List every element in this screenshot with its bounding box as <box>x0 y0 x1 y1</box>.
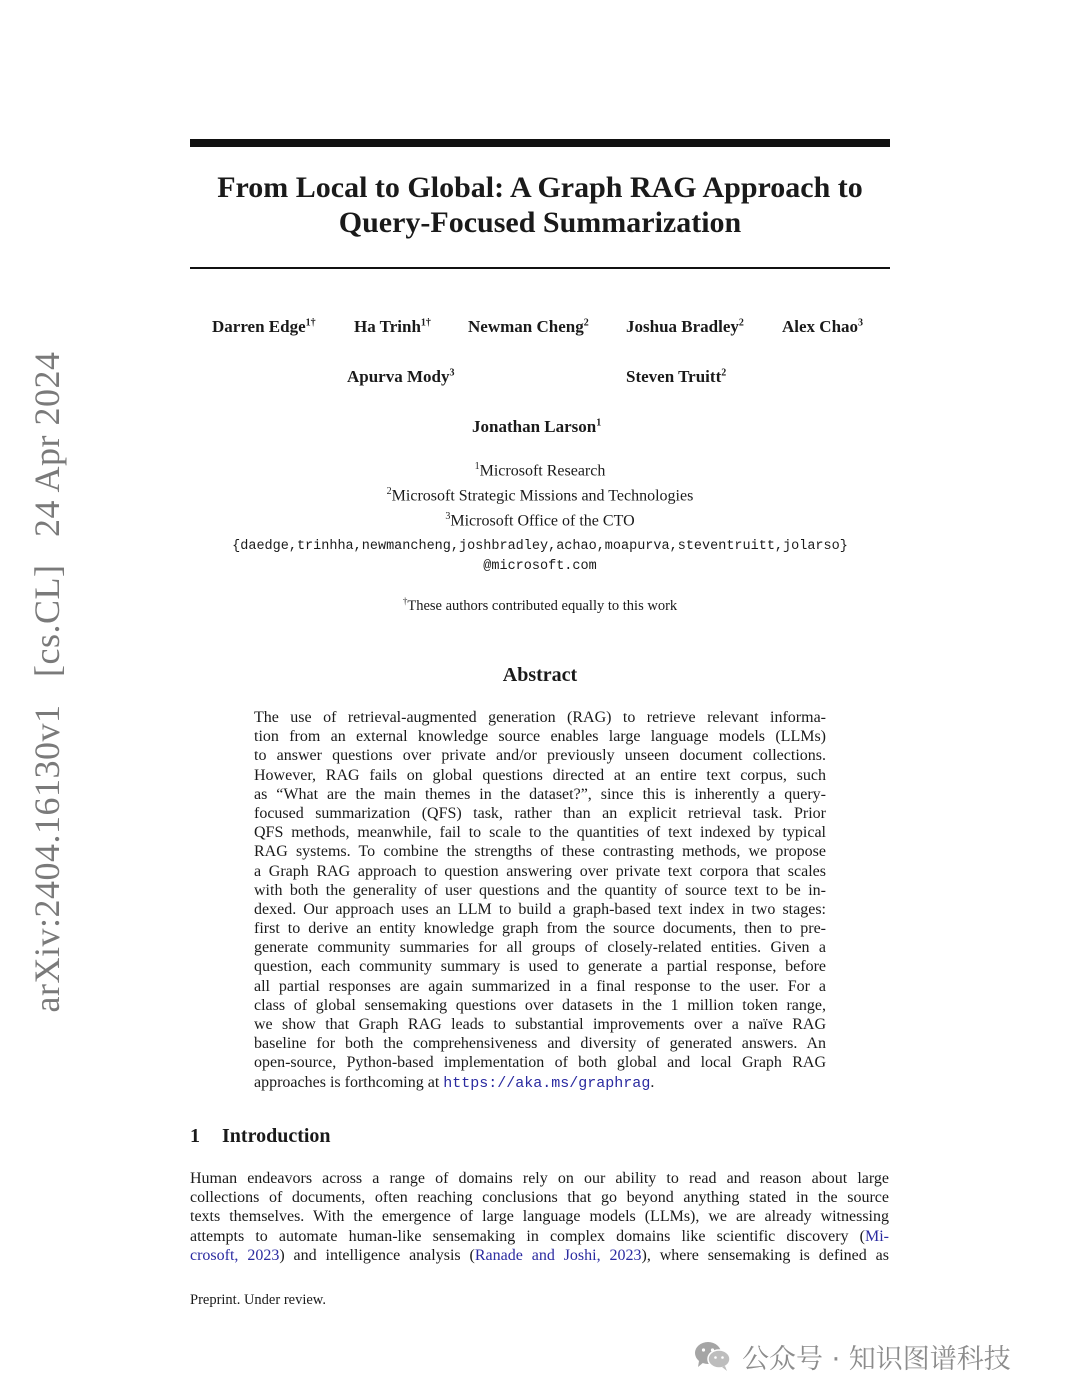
affiliation-3: $^3$Microsoft Office of the CTO <box>445 510 635 529</box>
abstract-line: question, each community summary is used to generate a partial response, before <box>254 958 826 976</box>
abstract-line: first to derive an entity knowledge graph from the source documents, then to pre- <box>254 920 826 938</box>
intro-line: collections of documents, often reaching conclusions that go beyond anything stated in the source <box>190 1189 889 1207</box>
abstract-line: tion from an external knowledge source enables large language models (LLMs) <box>254 728 826 746</box>
author-newman-cheng: Newman Cheng$^2$ <box>468 317 589 336</box>
abstract-line: with both the generality of user questions and the quantity of source text to be in- <box>254 881 826 899</box>
author-steven-truitt: Steven Truitt$^2$ <box>626 367 727 386</box>
equal-contribution-note: †These authors contributed equally to this work <box>402 596 678 614</box>
affiliation-1: $^1$Microsoft Research <box>474 461 606 480</box>
author-ha-trinh: Ha Trinh$^{1\dagger}$ <box>354 317 431 336</box>
introduction-heading <box>190 1125 331 1148</box>
section-title: Introduction <box>222 1125 331 1147</box>
abstract-line: QFS methods, meanwhile, fail to scale to the quantities of text indexed by typical <box>254 824 826 842</box>
section-number: 1 <box>190 1125 200 1147</box>
email-list: {daedge,trinhha,newmancheng,joshbradley,achao,moapurva,steventruitt,jolarso} <box>232 539 848 554</box>
abstract-last-line: approaches is forthcoming at https://aka.ms/graphrag. <box>254 1073 655 1092</box>
author-darren-edge: Darren Edge$^{1\dagger}$ <box>212 317 316 336</box>
abstract-line: class of global sensemaking questions over datasets in the 1 million token range, <box>254 996 826 1014</box>
abstract-line: all partial responses are again summarized in a final response to the user. For a <box>254 977 826 995</box>
abstract-line: dexed. Our approach uses an LLM to build a graph-based text index in two stages: <box>254 900 826 918</box>
intro-line: crosoft, 2023) and intelligence analysis (Ranade and Joshi, 2023), where sensemaking is defined as <box>190 1246 889 1264</box>
abstract-line: focused summarization (QFS) task, rather than an explicit retrieval task. Prior <box>254 804 826 822</box>
abstract-line: we show that Graph RAG leads to substantial improvements over a naïve RAG <box>254 1016 826 1033</box>
abstract-line: a Graph RAG approach to question answering over private text corpora that scales <box>254 862 826 880</box>
introduction-body <box>190 1169 889 1265</box>
author-jonathan-larson: Jonathan Larson$^1$ <box>472 417 602 436</box>
citation-microsoft-2023-cont[interactable]: crosoft, 2023 <box>190 1246 280 1264</box>
paper-title <box>190 170 890 240</box>
citation-ranade-joshi-2023[interactable]: Ranade and Joshi, 2023 <box>474 1246 642 1264</box>
abstract-line: to answer questions over private and/or previously unseen document collections. <box>254 747 826 765</box>
title-bottom-rule <box>190 267 890 269</box>
affiliations <box>190 457 890 531</box>
arxiv-category: [cs.CL] <box>27 564 67 677</box>
wechat-watermark <box>694 1336 1011 1376</box>
wechat-icon <box>694 1340 732 1372</box>
title-line-2: Query-Focused Summarization <box>338 206 742 239</box>
arxiv-date: 24 Apr 2024 <box>27 351 67 538</box>
citation-microsoft-2023[interactable]: Mi- <box>865 1227 889 1245</box>
abstract-line: as “What are the main themes in the dataset?”, since this is inherently a query- <box>254 785 826 803</box>
abstract-line: RAG systems. To combine the strengths of these contrasting methods, we propose <box>254 843 826 861</box>
abstract-body <box>254 708 826 1092</box>
intro-line: Human endeavors across a range of domains rely on our ability to read and reason about large <box>190 1170 889 1187</box>
preprint-footer: Preprint. Under review. <box>190 1292 326 1308</box>
author-joshua-bradley: Joshua Bradley$^2$ <box>626 317 744 336</box>
email-domain: @microsoft.com <box>483 559 597 574</box>
intro-line: texts themselves. With the emergence of large language models (LLMs), we are already witnessing <box>190 1208 889 1226</box>
title-line-1: From Local to Global: A Graph RAG Approach to <box>217 171 863 204</box>
title-top-rule <box>190 139 890 147</box>
abstract-heading: Abstract <box>502 664 578 686</box>
watermark-text: 公众号 · 知识图谱科技 <box>742 1343 1011 1375</box>
graphrag-link[interactable]: https://aka.ms/graphrag <box>443 1074 651 1092</box>
author-emails <box>190 537 890 577</box>
author-apurva-mody: Apurva Mody$^3$ <box>347 367 455 386</box>
author-alex-chao: Alex Chao$^3$ <box>782 317 864 336</box>
abstract-line: The use of retrieval-augmented generation (RAG) to retrieve relevant informa- <box>254 709 826 726</box>
abstract-line: baseline for both the comprehensiveness and diversity of generated answers. An <box>254 1035 826 1053</box>
affiliation-2: $^2$Microsoft Strategic Missions and Technologies <box>386 485 694 505</box>
intro-line: attempts to automate human-like sensemaking in complex domains like scientific discovery (Mi- <box>190 1227 889 1245</box>
abstract-line: open-source, Python-based implementation of both global and local Graph RAG <box>254 1054 826 1072</box>
abstract-line: generate community summaries for all groups of closely-related entities. Given a <box>254 939 826 957</box>
abstract-line: However, RAG fails on global questions directed at an entire text corpus, such <box>254 766 826 784</box>
arxiv-id: arXiv:2404.16130v1 <box>27 704 67 1013</box>
